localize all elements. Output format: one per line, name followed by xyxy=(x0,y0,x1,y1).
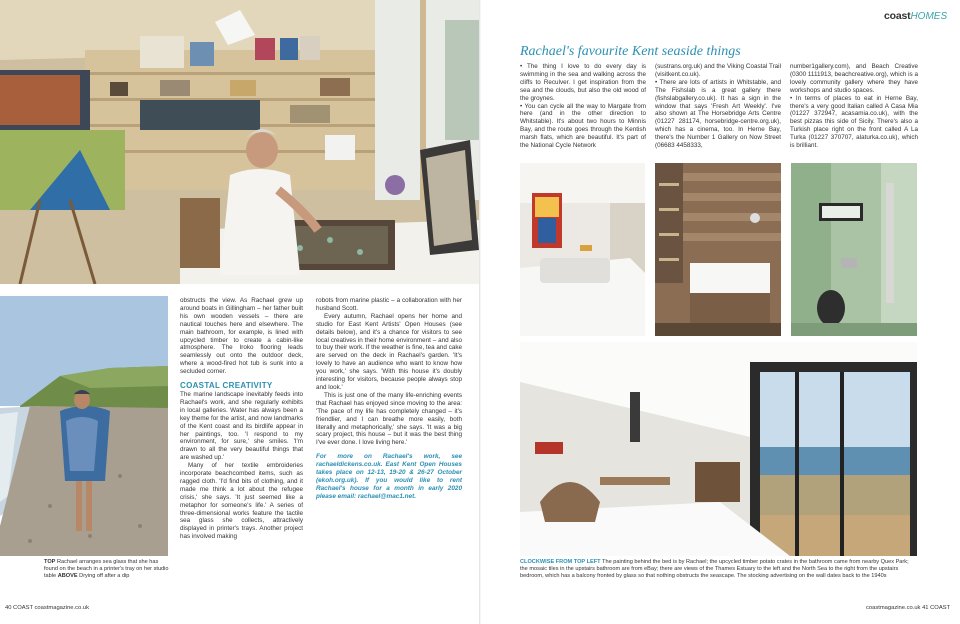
para-6: This is just one of the many life-enriching events that Rachael has enjoyed since moving to the area: 'The pace of my life has completely changed – it's friendlier, and I can breathe more easily, both literally and metaphorically,' she says. 'It was a big scary project, this house – but it was the best thing I've ever done. I love living here.' xyxy=(316,391,462,447)
caption-above-label: ABOVE xyxy=(57,573,78,579)
right-column-2 xyxy=(655,63,781,150)
para-4: robots from marine plastic – a collaboration with her husband Scott. xyxy=(316,297,462,312)
sidebar-title: Rachael's favourite Kent seaside things xyxy=(520,44,741,59)
caption-body: The painting behind the bed is by Rachael; the upcycled timber potato crates in the bathroom came from nearby Quex Park; the mosaic tiles in the upstairs bathroom are from eBay; there are views of the Thames Estuary to the left and the North Sea to the right from the upstairs bedroom, which has a balcony fronted by glass so that nothing obstructs the seascape. The stocking advertising on the wall dates back to the 1940s xyxy=(520,559,909,579)
caption-lead: CLOCKWISE FROM TOP LEFT xyxy=(520,559,601,565)
tip-1: • The thing I love to do every day is swimming in the sea and walking across the cliffs to Reculver. I get inspiration from the sea and the clouds, but also the old wood of the groynes. xyxy=(520,63,646,102)
right-brand-bold: coast xyxy=(884,10,911,22)
left-column-1 xyxy=(180,297,303,541)
para-1: obstructs the view. As Rachael grew up around boats in Gillingham – her father built his own wooden vessels – there are nautical touches here and elsewhere. The main bathroom, for example, is lined with upcycled timber to create a cabin-like atmosphere. The Iroko flooring leads seamlessly out onto the outdoor deck, where a wood-fired hot tub is sunk into a secluded corner. xyxy=(180,297,303,376)
upstairs-bedroom-seaview-photo xyxy=(520,342,917,556)
right-column-1 xyxy=(520,63,646,150)
page-gutter xyxy=(479,0,481,624)
para-5: Every autumn, Rachael opens her home and studio for East Kent Artists' Open Houses (see details below), and it's a chance for visitors to see local creatives in their home environment – and also to buy their work. If the weather is fine, tea and cake are served on the deck in Rachael's garden. 'It's lovely to have an audience who want to know how you work,' she says. 'With this house it's doubly interesting for visitors, because people always stop and look.' xyxy=(316,312,462,391)
left-footer: 40 COAST coastmagazine.co.uk xyxy=(5,605,89,611)
beach-photo xyxy=(0,296,168,556)
coastal-creativity-subhead: COASTAL CREATIVITY xyxy=(180,381,273,391)
right-column-3 xyxy=(790,63,918,150)
mosaic-bathroom-photo xyxy=(791,163,917,336)
studio-photo xyxy=(0,0,479,284)
tip-2-cont: (sustrans.org.uk) and the Viking Coastal Trail (visitkent.co.uk). xyxy=(655,63,781,78)
promo-text: For more on Rachael's work, see rachaeldickens.co.uk. East Kent Open Houses takes place on 12-13, 19-20 & 26-27 October (ekoh.org.uk). If you would like to rent Rachael's house for a month in early 2020 please email: rachael@mac1.net. xyxy=(316,453,462,501)
left-caption xyxy=(44,559,172,580)
tip-2: • You can cycle all the way to Margate from here (and in the other direction to Whitstable). It's about two hours to Minnis Bay, and the route goes through the Kentish marsh flats, which are beautiful. It's part of the National Cycle Network xyxy=(520,102,646,150)
caption-top-label: TOP xyxy=(44,559,56,565)
bathroom-timber-photo xyxy=(655,163,781,336)
tip-4: • In terms of places to eat in Herne Bay, there's a very good Italian called A Casa Mia (01227 372947, acasamia.co.uk), with the best pizzas this side of Sicily. There's also a Turkish place right on the front called A La Turka (01227 370707, alaturka.co.uk), which is brilliant. xyxy=(790,94,918,150)
right-brand-italic: HOMES xyxy=(910,11,948,22)
caption-text-1: Rachael arranges sea glass that she has found on the beach in a printer's tray on her studio table xyxy=(44,559,169,579)
tip-3: • There are lots of artists in Whitstable, and The Fishslab is a great gallery there (fishslabgallery.co.uk). It has a sign in the window that says 'Fresh Art Weekly'. I've also shown at The Horsebridge Arts Centre (01227 281174, horsebridge-centre.org.uk), which has a cinema, too. In Herne Bay, there's the Number 1 Gallery on Now Street (06683 4458333, xyxy=(655,78,781,150)
right-caption xyxy=(520,559,917,580)
tip-3-cont: number1gallery.com), and Beach Creative (0300 1111913, beachcreative.org), which is a lovely community gallery where they have workshops and studio spaces. xyxy=(790,63,918,94)
para-3: Many of her textile embroideries incorporate beachcombed items, such as ragged cloth. 'I'd find bits of clothing, and it made me think a lot about the refugee crisis,' she says. 'It just seemed like a metaphor for someone's life.' A series of three-dimensional works feature the tactile sea glass she collects, attractively displayed in printer's trays. Another project has involved making xyxy=(180,462,303,541)
para-2: The marine landscape inevitably feeds into Rachael's work, and she regularly exhibits in local galleries. Water has always been a key theme for the artist, and now landmarks of the Kent coast and its birdlife appear in her paintings, too. 'I respond to my environment, for sure,' she smiles. 'I'm drawn to all the very beautiful things that are washed up.' xyxy=(180,390,303,462)
right-footer: coastmagazine.co.uk 41 COAST xyxy=(866,605,951,611)
caption-text-2: Drying off after a dip xyxy=(77,573,130,579)
left-column-2 xyxy=(316,297,462,501)
right-masthead xyxy=(884,10,947,22)
bedroom-painting-photo xyxy=(520,163,645,336)
